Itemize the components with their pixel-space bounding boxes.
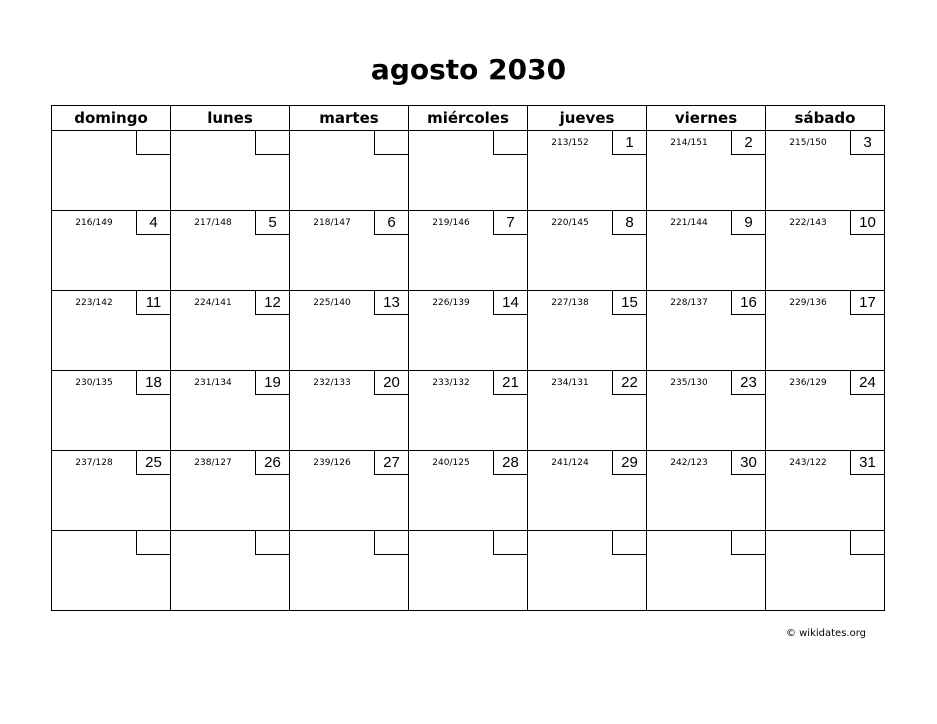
day-number-box xyxy=(374,531,408,555)
day-number-box xyxy=(612,531,646,555)
day-number-box: 21 xyxy=(493,371,527,395)
day-cell xyxy=(528,131,647,211)
day-cell xyxy=(647,371,766,451)
day-cell xyxy=(647,531,766,611)
day-number-box: 15 xyxy=(612,291,646,315)
day-cell xyxy=(647,131,766,211)
copyright-footer: © wikidates.org xyxy=(785,628,866,639)
day-number-box: 7 xyxy=(493,211,527,235)
calendar-body xyxy=(52,131,885,611)
day-ordinal: 235/130 xyxy=(670,378,708,388)
day-cell xyxy=(171,291,290,371)
day-number-box: 30 xyxy=(731,451,765,475)
weekday-header-row xyxy=(52,106,885,131)
day-cell xyxy=(647,291,766,371)
day-cell xyxy=(409,371,528,451)
day-cell xyxy=(528,211,647,291)
day-cell xyxy=(52,531,171,611)
day-ordinal: 225/140 xyxy=(313,298,351,308)
day-number-box: 18 xyxy=(136,371,170,395)
day-number-box xyxy=(731,531,765,555)
day-number-box: 28 xyxy=(493,451,527,475)
day-cell xyxy=(766,531,885,611)
day-ordinal: 230/135 xyxy=(75,378,113,388)
day-number-box: 6 xyxy=(374,211,408,235)
day-cell xyxy=(766,131,885,211)
day-number-box: 17 xyxy=(850,291,884,315)
day-number-box: 23 xyxy=(731,371,765,395)
day-ordinal: 216/149 xyxy=(75,218,113,228)
week-row xyxy=(52,531,885,611)
day-number-box xyxy=(374,131,408,155)
day-ordinal: 228/137 xyxy=(670,298,708,308)
day-number-box: 8 xyxy=(612,211,646,235)
weekday-header: domingo xyxy=(52,106,171,131)
day-number-box: 13 xyxy=(374,291,408,315)
day-ordinal: 220/145 xyxy=(551,218,589,228)
week-row xyxy=(52,371,885,451)
day-number-box xyxy=(255,131,289,155)
day-cell xyxy=(290,291,409,371)
day-cell xyxy=(766,211,885,291)
day-number-box: 2 xyxy=(731,131,765,155)
day-number-box xyxy=(493,531,527,555)
day-cell xyxy=(528,451,647,531)
day-ordinal: 227/138 xyxy=(551,298,589,308)
day-cell xyxy=(528,531,647,611)
day-ordinal: 219/146 xyxy=(432,218,470,228)
day-number-box xyxy=(493,131,527,155)
week-row xyxy=(52,131,885,211)
day-ordinal: 233/132 xyxy=(432,378,470,388)
weekday-header: martes xyxy=(290,106,409,131)
day-cell xyxy=(647,451,766,531)
day-number-box: 14 xyxy=(493,291,527,315)
day-number-box: 20 xyxy=(374,371,408,395)
day-cell xyxy=(171,451,290,531)
day-cell xyxy=(409,291,528,371)
weekday-header: miércoles xyxy=(409,106,528,131)
calendar-grid xyxy=(51,105,885,611)
day-cell xyxy=(52,371,171,451)
day-number-box: 4 xyxy=(136,211,170,235)
day-cell xyxy=(409,211,528,291)
day-ordinal: 226/139 xyxy=(432,298,470,308)
day-number-box: 9 xyxy=(731,211,765,235)
day-cell xyxy=(409,131,528,211)
day-cell xyxy=(647,211,766,291)
day-cell xyxy=(171,211,290,291)
day-ordinal: 232/133 xyxy=(313,378,351,388)
weekday-header: sábado xyxy=(766,106,885,131)
day-cell xyxy=(52,211,171,291)
day-ordinal: 221/144 xyxy=(670,218,708,228)
weekday-header: jueves xyxy=(528,106,647,131)
day-number-box: 5 xyxy=(255,211,289,235)
day-cell xyxy=(52,451,171,531)
day-ordinal: 238/127 xyxy=(194,458,232,468)
day-number-box: 27 xyxy=(374,451,408,475)
day-number-box: 12 xyxy=(255,291,289,315)
day-number-box: 10 xyxy=(850,211,884,235)
day-number-box: 19 xyxy=(255,371,289,395)
day-number-box: 24 xyxy=(850,371,884,395)
day-cell xyxy=(409,451,528,531)
day-ordinal: 240/125 xyxy=(432,458,470,468)
day-number-box: 3 xyxy=(850,131,884,155)
week-row xyxy=(52,211,885,291)
day-number-box: 11 xyxy=(136,291,170,315)
day-number-box: 26 xyxy=(255,451,289,475)
day-number-box xyxy=(136,131,170,155)
day-ordinal: 237/128 xyxy=(75,458,113,468)
day-cell xyxy=(52,131,171,211)
day-cell xyxy=(409,531,528,611)
day-ordinal: 224/141 xyxy=(194,298,232,308)
day-number-box: 29 xyxy=(612,451,646,475)
day-cell xyxy=(528,291,647,371)
week-row xyxy=(52,451,885,531)
day-cell xyxy=(290,371,409,451)
week-row xyxy=(52,291,885,371)
day-ordinal: 222/143 xyxy=(789,218,827,228)
day-ordinal: 241/124 xyxy=(551,458,589,468)
day-ordinal: 217/148 xyxy=(194,218,232,228)
day-number-box: 16 xyxy=(731,291,765,315)
day-number-box xyxy=(850,531,884,555)
day-ordinal: 239/126 xyxy=(313,458,351,468)
day-cell xyxy=(766,291,885,371)
day-cell xyxy=(52,291,171,371)
day-ordinal: 243/122 xyxy=(789,458,827,468)
day-ordinal: 231/134 xyxy=(194,378,232,388)
day-cell xyxy=(171,371,290,451)
day-cell xyxy=(290,451,409,531)
day-cell xyxy=(766,451,885,531)
day-number-box: 22 xyxy=(612,371,646,395)
page-title: agosto 2030 xyxy=(370,53,567,86)
day-ordinal: 229/136 xyxy=(789,298,827,308)
day-cell xyxy=(290,531,409,611)
day-ordinal: 218/147 xyxy=(313,218,351,228)
day-cell xyxy=(528,371,647,451)
day-ordinal: 213/152 xyxy=(551,138,589,148)
day-number-box: 25 xyxy=(136,451,170,475)
day-ordinal: 236/129 xyxy=(789,378,827,388)
day-ordinal: 223/142 xyxy=(75,298,113,308)
day-cell xyxy=(290,131,409,211)
day-cell xyxy=(171,131,290,211)
day-ordinal: 215/150 xyxy=(789,138,827,148)
day-cell xyxy=(171,531,290,611)
day-number-box: 31 xyxy=(850,451,884,475)
day-number-box xyxy=(136,531,170,555)
weekday-header: lunes xyxy=(171,106,290,131)
day-cell xyxy=(766,371,885,451)
weekday-header: viernes xyxy=(647,106,766,131)
day-number-box: 1 xyxy=(612,131,646,155)
day-cell xyxy=(290,211,409,291)
day-ordinal: 214/151 xyxy=(670,138,708,148)
day-number-box xyxy=(255,531,289,555)
day-ordinal: 234/131 xyxy=(551,378,589,388)
day-ordinal: 242/123 xyxy=(670,458,708,468)
